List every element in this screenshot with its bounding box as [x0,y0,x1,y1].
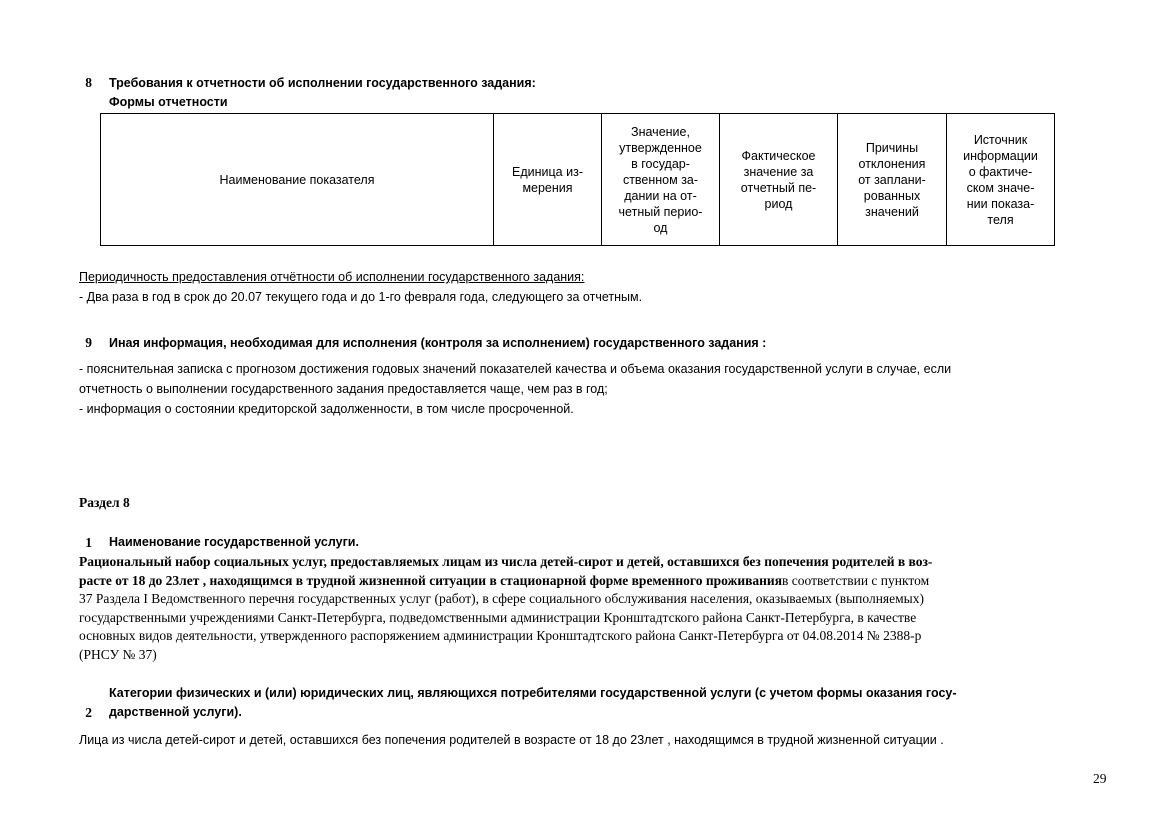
periodicity-title: Периодичность предоставления отчётности об исполнении государственного задания: [79,270,585,284]
razdel-title: Раздел 8 [79,495,130,510]
forms-title: Формы отчетности [109,95,228,109]
section-9-number: 9 [85,335,92,350]
section-9-line: - пояснительная записка с прогнозом достижения годовых значений показателей качества и объема оказания государственной услуги в случае, если [79,362,952,376]
consumer-category-text: Лица из числа детей-сирот и детей, оставшихся без попечения родителей в возрасте от 18 до 23лет , находящимся в трудной жизненной ситуации . [79,733,944,747]
table-header-row [101,114,1055,246]
header-approved-value: Значение, утвержденное в государ- ственном за- дании на от- четный перио- од [602,114,720,246]
page-number: 29 [1093,771,1107,786]
section-9-line: - информация о состоянии кредиторской задолженности, в том числе просроченной. [79,402,574,416]
service-name-line: государственными учреждениями Санкт-Петербурга, подведомственными администрации Кронштадтского района Санкт-Петербурга, в качестве [79,609,917,625]
section-8-title: Требования к отчетности об исполнении государственного задания: [109,76,536,90]
section-8-number: 8 [85,75,92,90]
service-name-line: Рациональный набор социальных услуг, предоставляемых лицам из числа детей-сирот и детей, оставшихся без попечения родителей в воз- [79,554,933,569]
item-1-number: 1 [85,535,92,550]
service-name-line: 37 Раздела I Ведомственного перечня государственных услуг (работ), в сфере социального обслуживания населения, оказываемых (выполняемых) [79,591,924,606]
service-name-line: основных видов деятельности, утвержденного распоряжением администрации Кронштадтского района Санкт-Петербурга от 04.08.2014 № 2388-р [79,628,922,643]
reporting-form-table [100,113,1055,246]
header-deviation-reasons: Причины отклонения от заплани- рованных значений [838,114,947,246]
item-2-title-line: Категории физических и (или) юридических лиц, являющихся потребителями государственной услуги (с учетом формы оказания госу- [109,686,957,700]
header-indicator-name: Наименование показателя [101,114,494,246]
header-unit: Единица из- мерения [494,114,602,246]
item-2-number: 2 [85,705,92,720]
item-1-title: Наименование государственной услуги. [109,535,359,549]
header-actual-value: Фактическое значение за отчетный пе- риод [720,114,838,246]
service-name-line: расте от 18 до 23лет , находящимся в трудной жизненной ситуации в стационарной форме временного проживанияв соответствии с пунктом [79,572,930,588]
service-name-paragraph [79,553,1137,664]
item-2-title-line: дарственной услуги). [109,705,242,719]
service-name-line: (РНСУ № 37) [79,646,157,662]
section-9-title: Иная информация, необходимая для исполнения (контроля за исполнением) государственного задания : [109,336,767,350]
periodicity-text: - Два раза в год в срок до 20.07 текущего года и до 1-го февраля года, следующего за отчетным. [79,290,643,304]
header-info-source: Источник информации о фактиче- ском значе- нии показа- теля [947,114,1055,246]
section-9-line: отчетность о выполнении государственного задания предоставляется чаще, чем раз в год; [79,382,608,396]
